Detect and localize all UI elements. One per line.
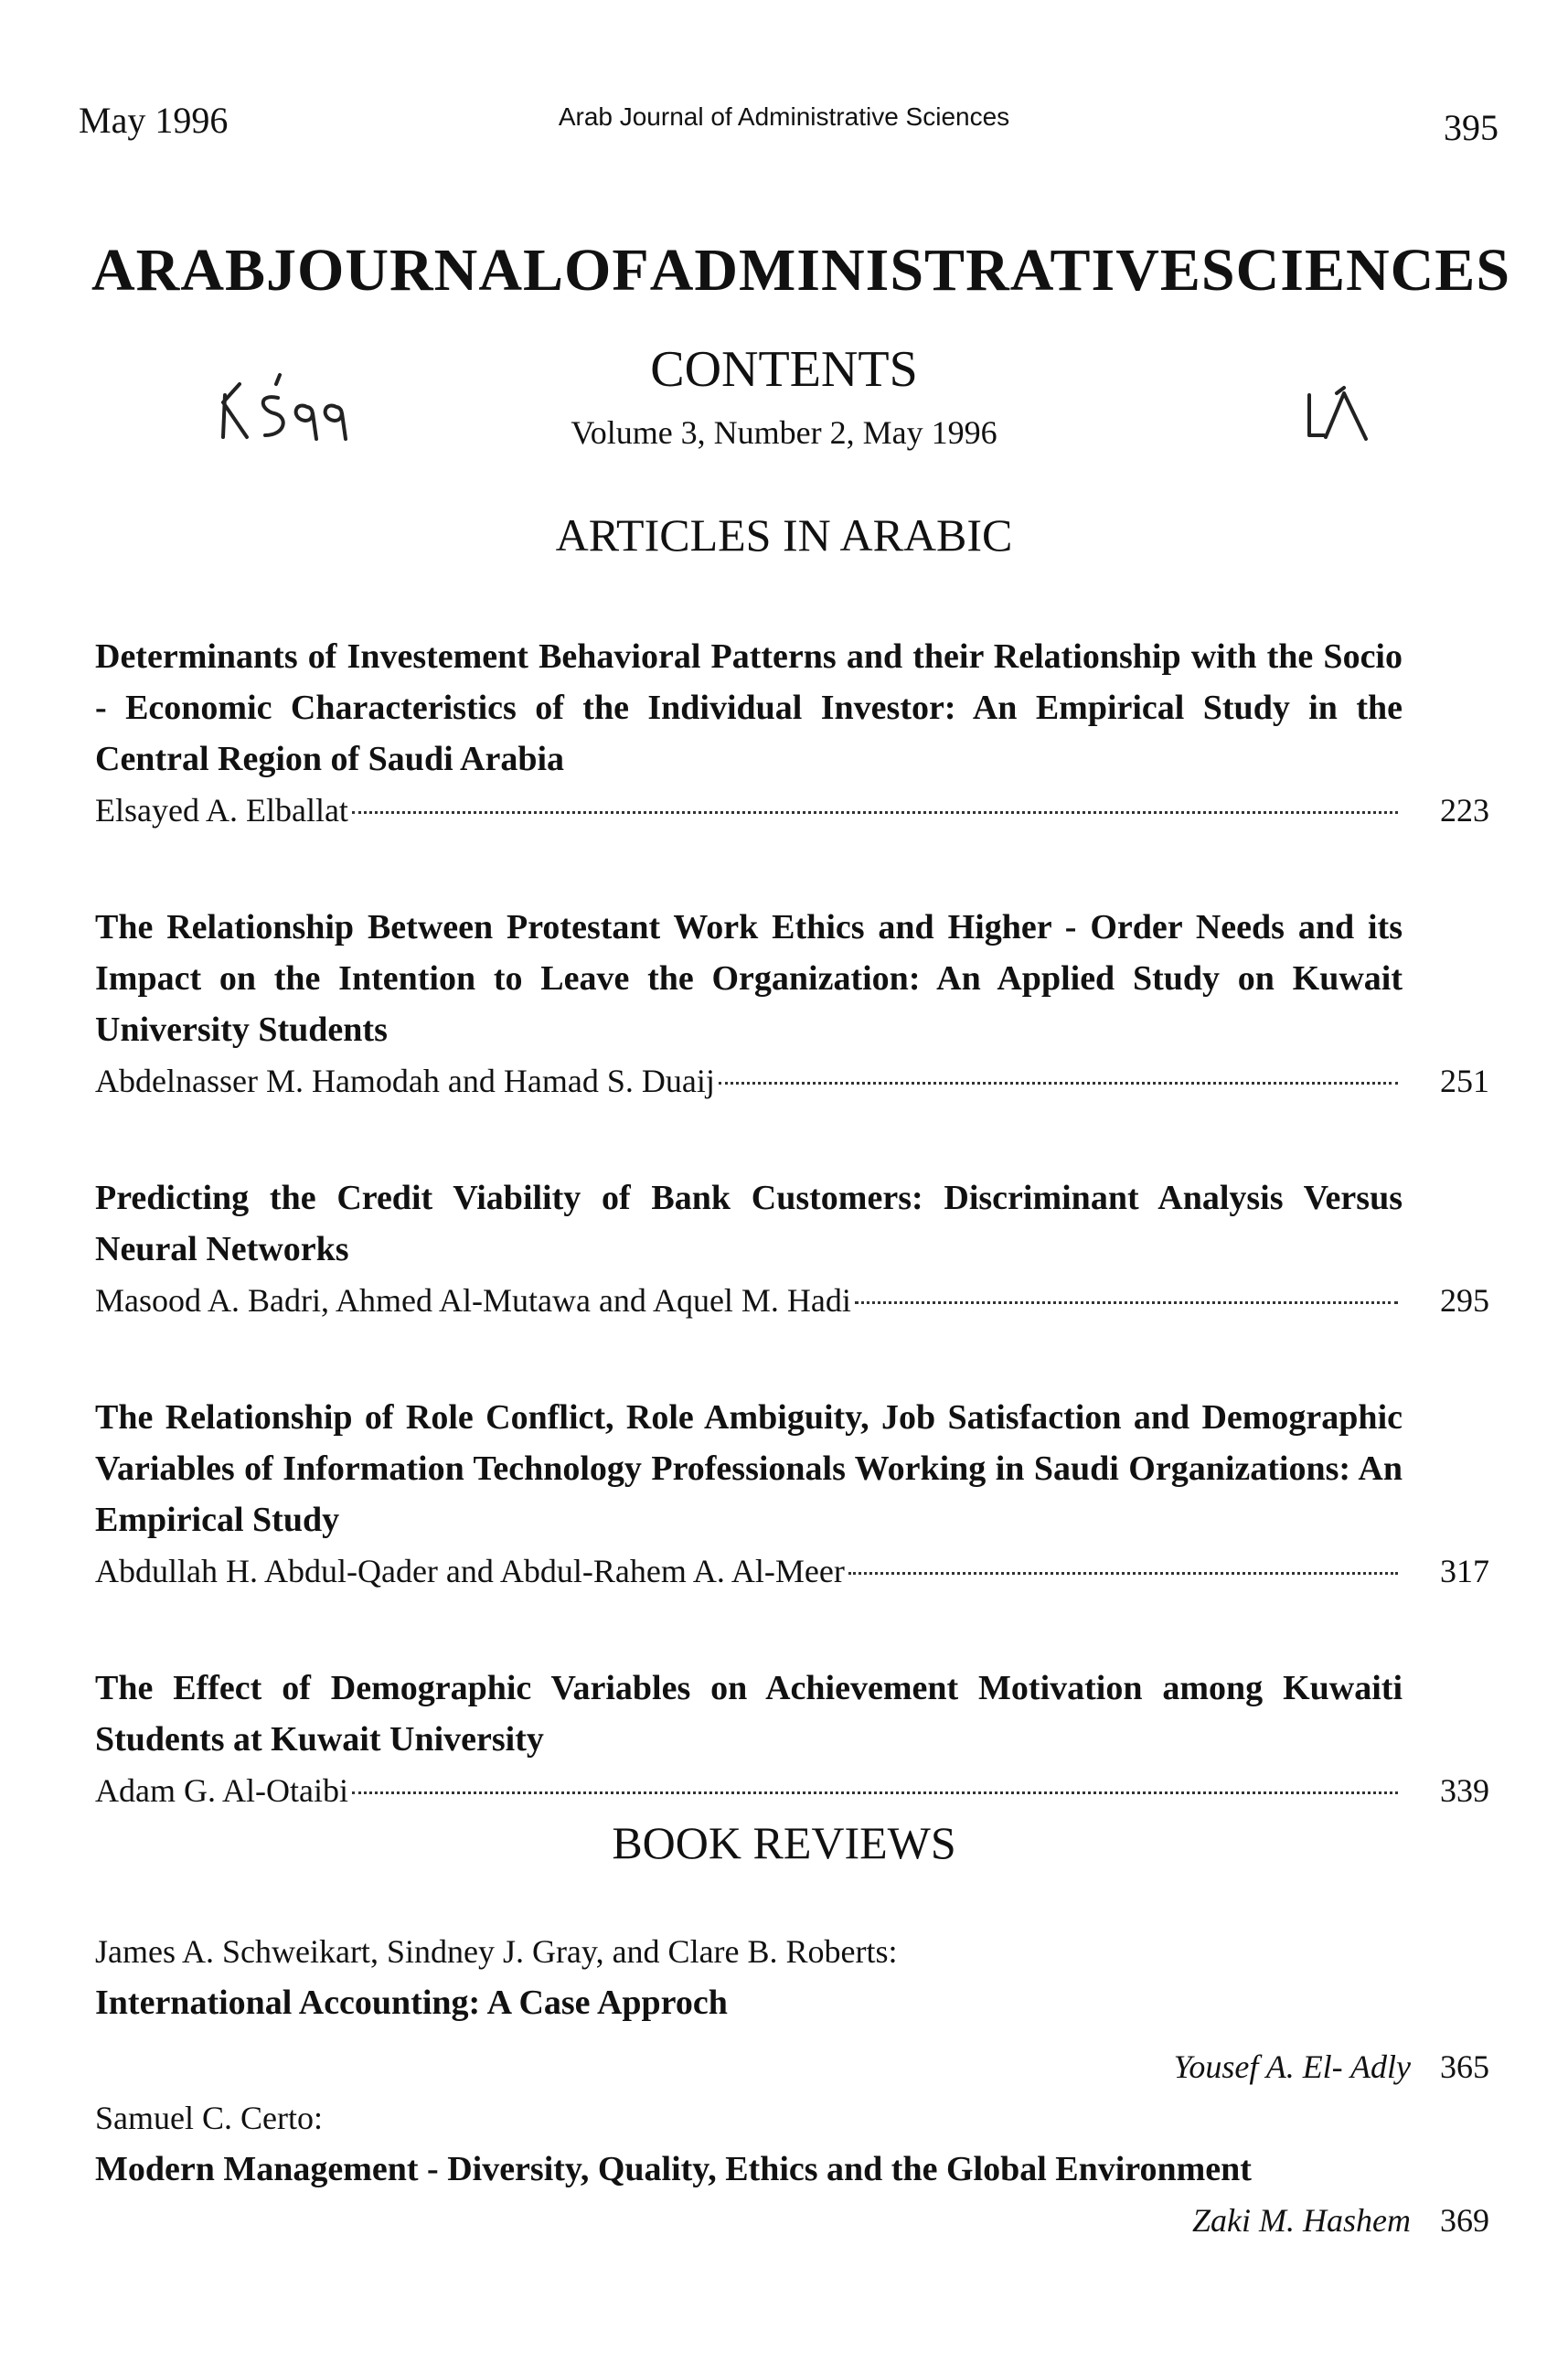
article-title: Determinants of Investement Behavioral Patterns and their Relationship with the Socio - Economic Characteristics of the Individual Investor: An Empirical Study in the Central Region of Saudi Arabia bbox=[95, 637, 1403, 778]
article-page-number: 295 bbox=[1440, 1282, 1489, 1319]
reviewer-name: Yousef A. El- Adly bbox=[1173, 2048, 1411, 2085]
book-reviews-list bbox=[95, 1926, 1489, 2246]
article-entry bbox=[95, 902, 1489, 1107]
dot-leader bbox=[352, 1791, 1398, 1794]
articles-heading: ARTICLES IN ARABIC bbox=[555, 509, 1013, 561]
article-page-number: 223 bbox=[1440, 792, 1489, 829]
article-page-number: 251 bbox=[1440, 1063, 1489, 1099]
journal-masthead bbox=[91, 236, 1511, 305]
review-book-title: International Accounting: A Case Approch bbox=[95, 1984, 728, 2022]
article-title: The Effect of Demographic Variables on Achievement Motivation among Kuwaiti Students at Kuwait University bbox=[95, 1669, 1403, 1759]
review-page-number: 369 bbox=[1440, 2202, 1489, 2239]
review-page-number: 365 bbox=[1440, 2048, 1489, 2085]
article-byline bbox=[95, 1055, 1489, 1107]
article-byline bbox=[95, 785, 1489, 836]
masthead-word: SCIENCES bbox=[1200, 237, 1511, 304]
article-byline bbox=[95, 1275, 1489, 1326]
article-title: Predicting the Credit Viability of Bank Customers: Discriminant Analysis Versus Neural Networks bbox=[95, 1179, 1403, 1268]
review-book-title: Modern Management - Diversity, Quality, Ethics and the Global Environment bbox=[95, 2150, 1252, 2188]
article-entry bbox=[95, 1172, 1489, 1326]
masthead-word: OF bbox=[564, 237, 650, 304]
article-entry bbox=[95, 1663, 1489, 1816]
article-byline bbox=[95, 1765, 1489, 1816]
dot-leader bbox=[855, 1300, 1398, 1304]
header-journal-name: Arab Journal of Administrative Sciences bbox=[558, 102, 1010, 131]
dot-leader bbox=[848, 1571, 1398, 1575]
review-entry bbox=[95, 2092, 1489, 2246]
review-entry bbox=[95, 1926, 1489, 2092]
masthead-word: JOURNAL bbox=[266, 237, 565, 304]
issue-line: Volume 3, Number 2, May 1996 bbox=[571, 414, 997, 451]
article-authors: Adam G. Al-Otaibi bbox=[95, 1772, 348, 1809]
masthead-word: ADMINISTRATIVE bbox=[649, 237, 1201, 304]
reviews-heading: BOOK REVIEWS bbox=[612, 1817, 956, 1868]
article-authors: Abdullah H. Abdul-Qader and Abdul-Rahem A. Al-Meer bbox=[95, 1553, 845, 1589]
article-title: The Relationship of Role Conflict, Role Ambiguity, Job Satisfaction and Demographic Variables of Information Technology Professionals Working in Saudi Organizations: An Empirical Study bbox=[95, 1398, 1403, 1539]
article-authors: Elsayed A. Elballat bbox=[95, 792, 348, 829]
header-page-number: 395 bbox=[1444, 107, 1499, 148]
article-page-number: 339 bbox=[1440, 1772, 1489, 1809]
review-reviewer-line bbox=[95, 2041, 1489, 2092]
article-page-number: 317 bbox=[1440, 1553, 1489, 1589]
articles-list bbox=[95, 631, 1489, 1882]
contents-title: CONTENTS bbox=[650, 341, 918, 398]
review-reviewer-line bbox=[95, 2195, 1489, 2246]
masthead-word: ARAB bbox=[91, 237, 267, 304]
dot-leader bbox=[352, 810, 1398, 814]
review-book-authors: James A. Schweikart, Sindney J. Gray, and Clare B. Roberts: bbox=[95, 1933, 898, 1970]
reviewer-name: Zaki M. Hashem bbox=[1192, 2202, 1411, 2239]
article-entry bbox=[95, 631, 1489, 836]
article-title: The Relationship Between Protestant Work Ethics and Higher - Order Needs and its Impact on the Intention to Leave the Organization: An Applied Study on Kuwait University Students bbox=[95, 908, 1403, 1049]
review-book-authors: Samuel C. Certo: bbox=[95, 2100, 323, 2136]
article-authors: Masood A. Badri, Ahmed Al-Mutawa and Aquel M. Hadi bbox=[95, 1282, 851, 1319]
dot-leader bbox=[719, 1081, 1398, 1085]
article-entry bbox=[95, 1392, 1489, 1597]
article-byline bbox=[95, 1545, 1489, 1597]
article-authors: Abdelnasser M. Hamodah and Hamad S. Duaij bbox=[95, 1063, 715, 1099]
header-date: May 1996 bbox=[79, 100, 229, 141]
